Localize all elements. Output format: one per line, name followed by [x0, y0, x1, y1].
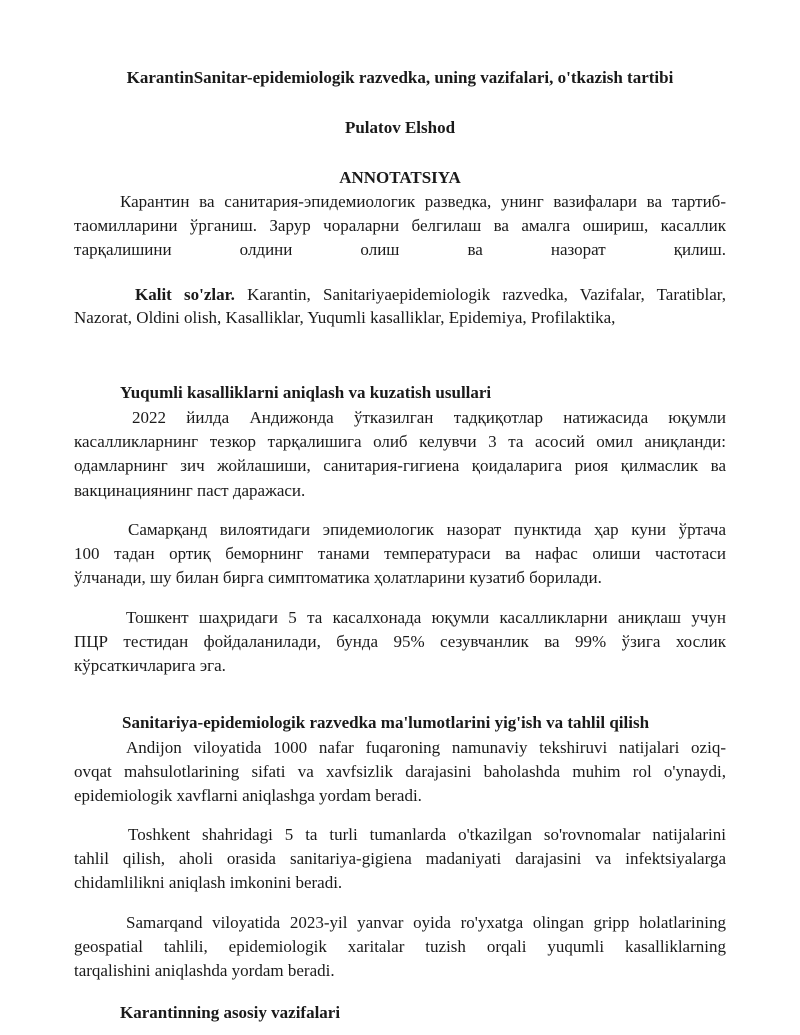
paragraph-line: Самарқанд вилоятидаги эпидемиологик назорат пунктида ҳар куни ўртача: [128, 520, 726, 539]
keywords-line: Nazorat, Oldini olish, Kasalliklar, Yuqumli kasalliklar, Epidemiya, Profilaktika,: [74, 308, 616, 327]
paragraph-line: касалликларнинг тезкор тарқалишига олиб келувчи 3 та асосий омил аниқланди:: [74, 432, 726, 451]
section-heading: Karantinning asosiy vazifalari: [120, 1003, 341, 1022]
paragraph-line: chidamlilikni aniqlash imkonini beradi.: [74, 873, 343, 892]
paragraph-line: кўрсаткичларига эга.: [74, 656, 226, 675]
annotation-line: тарқалишини олдини олиш ва назорат қилиш.: [74, 240, 726, 259]
paragraph-line: ovqat mahsulotlarining sifati va xavfsizlik darajasini baholashda muhim rol o'ynaydi,: [74, 762, 726, 781]
paragraph-line: Toshkent shahridagi 5 ta turli tumanlarda o'tkazilgan so'rovnomalar natijalarini: [128, 825, 726, 844]
paragraph-line: tarqalishini aniqlashda yordam beradi.: [74, 961, 335, 980]
annotation-heading: ANNOTATSIYA: [339, 168, 461, 187]
paragraph-line: вакцинациянинг паст даражаси.: [74, 481, 306, 500]
paragraph-line: Тошкент шаҳридаги 5 та касалхонада юқумли касалликларни аниқлаш учун: [126, 608, 726, 627]
keywords-label: Kalit so'zlar.: [135, 285, 235, 304]
paragraph-line: 100 тадан ортиқ беморнинг танами температураси ва нафас олиши частотаси: [74, 544, 726, 563]
keywords-text: Karantin, Sanitariyaepidemiologik razvedka, Vazifalar, Taratiblar,: [234, 285, 726, 304]
paragraph-line: одамларнинг зич жойлашиши, санитария-гигиена қоидаларига риоя қилмаслик ва: [74, 456, 726, 475]
paragraph-line: ПЦР тестидан фойдаланилади, бунда 95% сезувчанлик ва 99% ўзига хослик: [74, 632, 726, 651]
section-heading: Yuqumli kasalliklarni aniqlash va kuzatish usullari: [120, 383, 492, 402]
section-heading: Sanitariya-epidemiologik razvedka ma'lumotlarini yig'ish va tahlil qilish: [122, 713, 650, 732]
annotation-line: Карантин ва санитария-эпидемиологик разведка, унинг вазифалари ва тартиб-: [120, 192, 726, 211]
author-name: Pulatov Elshod: [344, 118, 456, 137]
annotation-line: таомилларини ўрганиш. Зарур чораларни белгилаш ва амалга ошириш, касаллик: [74, 216, 726, 235]
paragraph-line: epidemiologik xavflarni aniqlashga yordam beradi.: [74, 786, 422, 805]
paragraph-line: ўлчанади, шу билан бирга симптоматика ҳолатларини кузатиб борилади.: [74, 568, 602, 587]
paragraph-line: 2022 йилда Андижонда ўтказилган тадқиқотлар натижасида юқумли: [132, 408, 726, 427]
keywords-line: [135, 285, 726, 305]
paragraph-line: geospatial tahlili, epidemiologik xaritalar tuzish orqali yuqumli kasalliklarning: [74, 937, 726, 956]
paragraph-line: Andijon viloyatida 1000 nafar fuqaroning namunaviy tekshiruvi natijalari oziq-: [126, 738, 726, 757]
paragraph-line: Samarqand viloyatida 2023-yil yanvar oyida ro'yxatga olingan gripp holatlarining: [126, 913, 726, 932]
document-title: KarantinSanitar-epidemiologik razvedka, uning vazifalari, o'tkazish tartibi: [126, 68, 674, 87]
paragraph-line: tahlil qilish, aholi orasida sanitariya-gigiena madaniyati darajasini va infektsiyalarga: [74, 849, 726, 868]
